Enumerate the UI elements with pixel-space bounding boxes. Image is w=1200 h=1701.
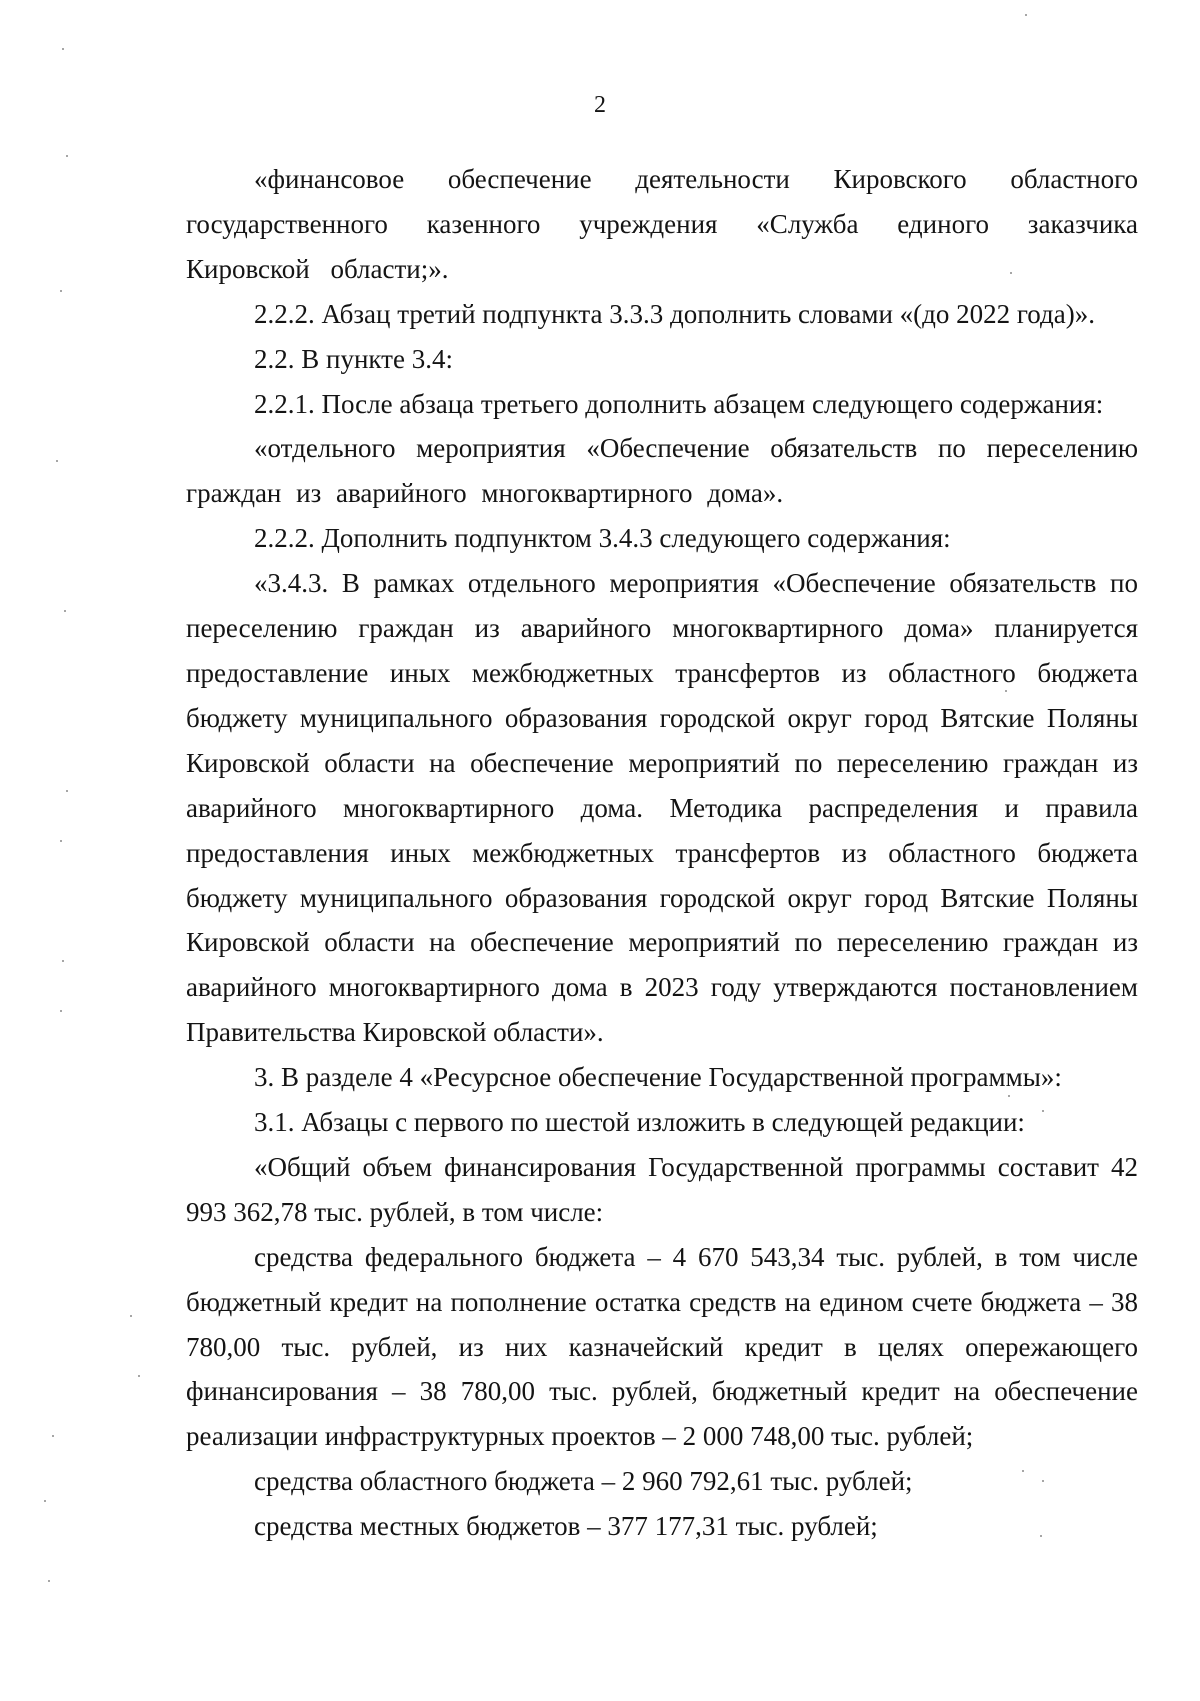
- paragraph-2-2-1: 2.2.1. После абзаца третьего дополнить абзацем следующего содержания:: [254, 388, 1104, 419]
- paragraph-quote-financial-support: «финансовое обеспечение деятельности Кировского областного государственного казенного учреждения «Служба единого заказчика Кировской области;».: [186, 164, 1138, 284]
- paragraph-total-funding: «Общий объем финансирования Государственной программы составит 42 993 362,78 тыс. рублей, в том числе:: [186, 1151, 1138, 1227]
- document-body: [186, 157, 1138, 1549]
- paragraph-quote-separate-measure: «отдельного мероприятия «Обеспечение обязательств по переселению граждан из аварийного многоквартирного дома».: [186, 433, 1138, 509]
- paragraph-2-2-punkt-3-4: 2.2. В пункте 3.4:: [254, 343, 453, 374]
- paragraph-section-3: 3. В разделе 4 «Ресурсное обеспечение Государственной программы»:: [254, 1062, 1062, 1093]
- paragraph-2-2-2-podpunkt: 2.2.2. Дополнить подпунктом 3.4.3 следующего содержания:: [254, 523, 951, 554]
- paragraph-regional-budget: средства областного бюджета – 2 960 792,61 тыс. рублей;: [254, 1466, 913, 1497]
- paragraph-3-1: 3.1. Абзацы с первого по шестой изложить в следующей редакции:: [254, 1107, 1025, 1138]
- paragraph-3-4-3: «3.4.3. В рамках отдельного мероприятия «Обеспечение обязательств по переселению граждан из аварийного многоквартирного дома» планируется предоставление иных межбюджетных трансфертов из областного бюджета бюджету муниципального образования городской округ город Вятские Поляны Кировской области на обеспечение мероприятий по переселению граждан из аварийного многоквартирного дома. Методика распределения и правила предоставления иных межбюджетных трансфертов из областного бюджета бюджету муниципального образования городской округ город Вятские Поляны Кировской области на обеспечение мероприятий по переселению граждан из аварийного многоквартирного дома в 2023 году утверждаются постановлением Правительства Кировской области».: [186, 568, 1138, 1048]
- paragraph-local-budgets: средства местных бюджетов – 377 177,31 тыс. рублей;: [254, 1511, 878, 1542]
- page-number: 2: [594, 92, 606, 118]
- paragraph-2-2-2-abzac: 2.2.2. Абзац третий подпункта 3.3.3 дополнить словами «(до 2022 года)».: [254, 298, 1095, 329]
- paragraph-federal-budget: средства федерального бюджета – 4 670 543,34 тыс. рублей, в том числе бюджетный кредит на пополнение остатка средств на едином счете бюджета – 38 780,00 тыс. рублей, из них казначейский кредит в целях опережающего финансирования – 38 780,00 тыс. рублей, бюджетный кредит на обеспечение реализации инфраструктурных проектов – 2 000 748,00 тыс. рублей;: [186, 1241, 1138, 1452]
